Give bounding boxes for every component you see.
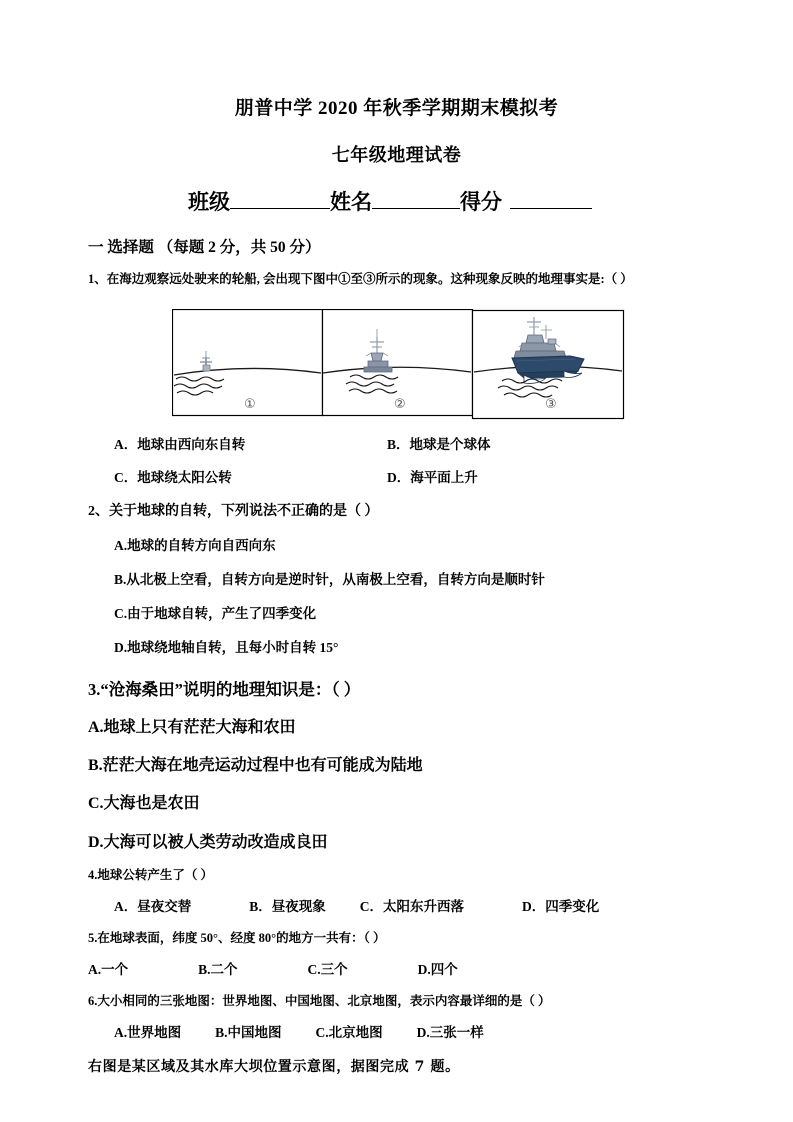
question-5-options bbox=[88, 947, 705, 980]
question-5-option-c[interactable]: C.三个 bbox=[307, 961, 348, 977]
question-2-option-a[interactable]: A.地球的自转方向自西向东 bbox=[114, 537, 276, 553]
student-info-line bbox=[88, 166, 705, 215]
question-1-option-a[interactable]: A．地球由西向东自转 bbox=[114, 436, 246, 452]
question-5-option-b[interactable]: B.二个 bbox=[198, 961, 238, 977]
question-4-options bbox=[88, 884, 705, 917]
panel-label-1: ① bbox=[244, 396, 256, 412]
question-6-option-d[interactable]: D.三张一样 bbox=[416, 1024, 484, 1040]
question-3-option-c[interactable]: C.大海也是农田 bbox=[88, 795, 200, 813]
question-4-option-b[interactable]: B．昼夜现象 bbox=[249, 899, 326, 915]
question-2-option-d[interactable]: D.地球绕地轴自转，且每小时自转 15° bbox=[114, 639, 339, 655]
score-blank-field[interactable] bbox=[510, 208, 592, 209]
question-1-option-b[interactable]: B．地球是个球体 bbox=[387, 436, 491, 452]
question-4-option-c[interactable]: C．太阳东升西落 bbox=[359, 899, 465, 915]
question-4-option-a[interactable]: A．昼夜交替 bbox=[114, 899, 192, 915]
question-6-option-a[interactable]: A.世界地图 bbox=[114, 1024, 182, 1040]
question-4-stem: 4.地球公转产生了（ ） bbox=[88, 868, 214, 883]
question-5-option-d[interactable]: D.四个 bbox=[417, 961, 458, 977]
question-1-option-d[interactable]: D．海平面上升 bbox=[387, 470, 478, 486]
question-6-option-c[interactable]: C.北京地图 bbox=[315, 1024, 383, 1040]
question-1-figure bbox=[88, 288, 705, 421]
question-2-option-b[interactable]: B.从北极上空看，自转方向是逆时针，从南极上空看，自转方向是顺时针 bbox=[114, 571, 545, 587]
page-title: 朋普中学 2020 年秋季学期期末模拟考 bbox=[234, 98, 559, 119]
question-3-option-a[interactable]: A.地球上只有茫茫大海和农田 bbox=[88, 718, 296, 736]
question-5-stem: 5.在地球表面，纬度 50°、经度 80°的地方一共有：（ ） bbox=[88, 930, 386, 945]
question-1-stem: 1、在海边观察远处驶来的轮船, 会出现下图中①至③所示的现象。这种现象反映的地理事实是:（ ） bbox=[88, 271, 633, 286]
panel-label-2: ② bbox=[394, 396, 406, 412]
question-3-stem: 3.“沧海桑田”说明的地理知识是：（ ） bbox=[88, 679, 361, 699]
ship-horizon-illustration bbox=[172, 309, 625, 421]
question-5-option-a[interactable]: A.一个 bbox=[88, 961, 129, 977]
section-heading: 一 选择题 （每题 2 分，共 50 分） bbox=[88, 238, 321, 256]
class-label: 班级 bbox=[188, 190, 230, 215]
question-1-options-row-2 bbox=[88, 454, 705, 488]
question-1-option-c[interactable]: C．地球绕太阳公转 bbox=[114, 470, 232, 486]
class-blank-field[interactable] bbox=[230, 208, 330, 209]
question-3-option-b[interactable]: B.茫茫大海在地壳运动过程中也有可能成为陆地 bbox=[88, 757, 423, 775]
question-3-option-d[interactable]: D.大海可以被人类劳动改造成良田 bbox=[88, 833, 328, 851]
question-1-options-row-1 bbox=[88, 421, 705, 455]
score-label: 得分 bbox=[460, 190, 502, 215]
question-4-option-d[interactable]: D．四季变化 bbox=[522, 899, 600, 915]
panel-label-3: ③ bbox=[545, 396, 557, 412]
name-blank-field[interactable] bbox=[372, 208, 460, 209]
question-2-stem: 2、关于地球的自转，下列说法不正确的是（ ） bbox=[88, 504, 379, 520]
name-label: 姓名 bbox=[330, 190, 372, 215]
question-2-option-c[interactable]: C.由于地球自转，产生了四季变化 bbox=[114, 605, 317, 621]
question-6-options bbox=[88, 1010, 705, 1043]
page-subtitle: 七年级地理试卷 bbox=[331, 144, 462, 165]
question-6-option-b[interactable]: B.中国地图 bbox=[215, 1024, 282, 1040]
closing-note: 右图是某区域及其水库大坝位置示意图，据图完成 7 题。 bbox=[88, 1059, 460, 1076]
question-6-stem: 6.大小相同的三张地图：世界地图、中国地图、北京地图，表示内容最详细的是（ ） bbox=[88, 993, 551, 1008]
